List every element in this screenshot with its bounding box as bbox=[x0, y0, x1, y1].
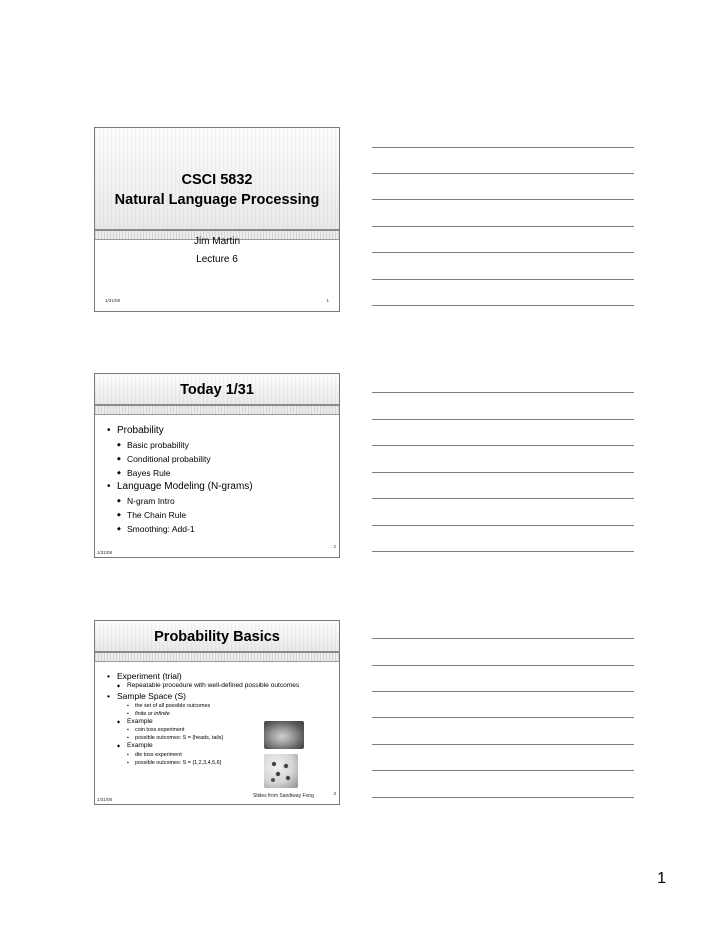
note-line bbox=[372, 226, 634, 227]
note-line bbox=[372, 770, 634, 771]
sub-sub-bullets bbox=[127, 702, 322, 718]
slide-1-lecture: Lecture 6 bbox=[196, 254, 238, 265]
die-pips-icon bbox=[264, 754, 298, 788]
list-item: ◆ Repeatable procedure with well-defined possible outcomes bbox=[117, 682, 317, 691]
slide-2 bbox=[94, 373, 340, 558]
list-item: ◆ Conditional probability bbox=[117, 452, 253, 466]
bullet-sample-space: Sample Space (S) bbox=[117, 690, 186, 701]
bullet-probability: Probability bbox=[117, 425, 164, 436]
page-number: 1 bbox=[657, 870, 666, 887]
slide-2-date: 1/31/08 bbox=[97, 550, 113, 555]
slide-1-title: CSCI 5832 bbox=[181, 172, 253, 188]
coin-photo bbox=[264, 721, 304, 749]
note-line bbox=[372, 638, 634, 639]
note-line bbox=[372, 498, 634, 499]
note-line bbox=[372, 525, 634, 526]
note-line bbox=[372, 797, 634, 798]
sub-bullets bbox=[117, 438, 253, 480]
die-photo bbox=[264, 754, 298, 788]
list-item: ▪ coin toss experiment bbox=[127, 726, 322, 734]
note-line bbox=[372, 419, 634, 420]
slide-2-header bbox=[95, 374, 339, 406]
slide-3-title: Probability Basics bbox=[154, 629, 280, 645]
list-item bbox=[107, 480, 253, 536]
slide-2-bullets bbox=[107, 424, 253, 536]
slide-2-number: 2 bbox=[333, 544, 336, 549]
list-item: ◆ Basic probability bbox=[117, 438, 253, 452]
sub-bullets bbox=[117, 682, 322, 691]
note-line bbox=[372, 392, 634, 393]
note-line bbox=[372, 551, 634, 552]
list-item: ◆ Bayes Rule bbox=[117, 466, 253, 480]
note-line bbox=[372, 472, 634, 473]
bullet-language-modeling: Language Modeling (N-grams) bbox=[117, 481, 253, 492]
list-item: ▪ finite or infinite bbox=[127, 710, 322, 718]
note-line bbox=[372, 665, 634, 666]
slide-3-bullets bbox=[107, 671, 322, 767]
note-line bbox=[372, 279, 634, 280]
list-item: ◆ The Chain Rule bbox=[117, 508, 253, 522]
slide-3 bbox=[94, 620, 340, 805]
note-line bbox=[372, 252, 634, 253]
list-item: ▪ possible outcomes: S = {1,2,3,4,5,6} bbox=[127, 759, 322, 767]
slide-3-credit: Slides from Sandiway Fong bbox=[253, 793, 314, 799]
slide-2-stripe bbox=[95, 406, 339, 415]
slide-1 bbox=[94, 127, 340, 312]
example-label: Example bbox=[127, 717, 153, 725]
slide-3-header bbox=[95, 621, 339, 653]
slide-3-date: 1/31/08 bbox=[97, 797, 113, 802]
slide-1-subtitle: Natural Language Processing bbox=[114, 192, 320, 208]
note-line bbox=[372, 744, 634, 745]
bullet-experiment: Experiment (trial) bbox=[117, 671, 182, 681]
slide-1-header bbox=[95, 128, 339, 231]
note-line bbox=[372, 173, 634, 174]
slide-3-number: 3 bbox=[333, 791, 336, 796]
slide-1-number: 1 bbox=[326, 298, 329, 303]
list-item bbox=[107, 424, 253, 480]
list-item: ◆ N-gram Intro bbox=[117, 494, 253, 508]
list-item: ▪ possible outcomes: S = {heads, tails} bbox=[127, 734, 322, 742]
slide-3-stripe bbox=[95, 653, 339, 662]
note-line bbox=[372, 147, 634, 148]
list-item bbox=[107, 671, 322, 691]
note-line bbox=[372, 717, 634, 718]
list-item: ▪ die toss experiment bbox=[127, 751, 322, 759]
slide-1-date: 1/31/08 bbox=[105, 298, 121, 303]
list-item: ◆ Smoothing: Add-1 bbox=[117, 522, 253, 536]
example-label: Example bbox=[127, 742, 153, 749]
sub-bullets bbox=[117, 494, 253, 536]
list-item: ▪ the set of all possible outcomes bbox=[127, 702, 322, 710]
note-line bbox=[372, 691, 634, 692]
note-line bbox=[372, 199, 634, 200]
note-line bbox=[372, 445, 634, 446]
slide-1-author: Jim Martin bbox=[193, 236, 241, 247]
slide-2-title: Today 1/31 bbox=[180, 382, 254, 398]
note-line bbox=[372, 305, 634, 306]
